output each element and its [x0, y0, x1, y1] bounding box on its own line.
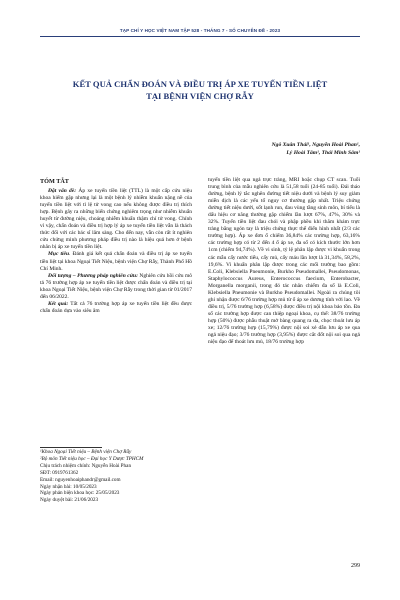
footnote-reviewed: Ngày phản biện khoa học: 25/05/2023	[40, 490, 120, 497]
footnote-phone: SĐT: 0919761362	[40, 469, 79, 476]
intro-paragraph	[40, 188, 192, 251]
methods-paragraph	[40, 273, 192, 301]
right-column	[208, 177, 360, 346]
results-paragraph	[40, 301, 192, 315]
title-line-1: KẾT QUẢ CHẨN ĐOÁN VÀ ĐIỀU TRỊ ÁP XE TUYẾN TIỀN LIỆT	[72, 79, 328, 89]
aim-label: Mục tiêu	[48, 251, 70, 258]
results-text: Tất cả 76 trường hợp áp xe tuyến tiền liệt đều được chẩn đoán dựa vào siêu âm	[40, 300, 193, 314]
footnote-email: Email: nguyenhoaiphandr@gmail.com	[40, 476, 121, 483]
article-title	[40, 79, 360, 102]
methods-text: Nghiên cứu hồi cứu mô tả 76 trường hợp áp xe tuyến tiền liệt được chẩn đoán và điều trị tại khoa Ngoại Tiết Niệu, bệnh viện Chợ Rẫy trong thời gian từ 01/2017 đến 06/2022.	[40, 272, 193, 300]
intro-text: Áp xe tuyến tiền liệt (TTL) là một cấp cứu niệu khoa hiếm gặp nhưng lại là một bệnh lý nhiễm khuẩn nặng nề của tuyến tiền liệt với tỉ lệ tử vong cao nếu không được điều trị thích hợp. Bệnh gây ra những biến chứng nghiêm trọng như nhiễm khuẩn huyết từ đường niệu, choáng nhiễm khuẩn thậm chí tử vong. Chính vì vậy, chẩn đoán và điều trị hợp lý áp xe tuyến tiền liệt vẫn là thách thức đối với các bác sĩ lâm sàng. Cho đến nay, vẫn còn rất ít nghiên cứu chứng minh phương pháp điều trị nào là hiệu quả hơn ở bệnh nhân bị áp xe tuyến tiền liệt.	[40, 188, 192, 251]
footnote-accepted: Ngày duyệt bài: 21/06/2023	[40, 497, 99, 504]
footnote-rule	[40, 447, 102, 448]
intro-label: Đặt vấn đề:	[48, 188, 77, 195]
methods-label: Đối tượng – Phương pháp nghiên cứu:	[48, 272, 138, 279]
aim-text: . Đánh giá kết quả chẩn đoán và điều trị áp xe tuyến tiền liệt tại khoa Ngoại Tiết Niệu, bệnh viện Chợ Rẫy, Thành Phố Hồ Chí Minh.	[40, 251, 193, 272]
authors-line-1: Ngô Xuân Thái¹, Nguyễn Hoài Phan¹,	[271, 142, 360, 148]
footnote-affiliation-1: ¹Khoa Ngoại Tiết niệu – Bệnh viện Chợ Rẫy	[40, 449, 132, 455]
author-list	[272, 141, 360, 157]
page-number: 299	[351, 563, 360, 569]
summary-heading: TÓM TẮT	[40, 178, 69, 185]
aim-paragraph	[40, 251, 192, 272]
footnotes	[40, 449, 192, 504]
title-line-2: TẠI BỆNH VIỆN CHỢ RẪY	[146, 90, 254, 101]
footnote-received: Ngày nhận bài: 10/05/2023	[40, 483, 97, 490]
left-column	[40, 178, 192, 315]
footnote-affiliation-2: ²Bộ môn Tiết niệu học – Đại học Y Dược TPHCM	[40, 455, 144, 462]
header-rule	[40, 36, 360, 37]
results-label: Kết quả:	[48, 300, 69, 307]
footnote-corresponding: Chịu trách nhiệm chính: Nguyễn Hoài Phan	[40, 462, 132, 469]
results-continued: tuyến tiền liệt qua ngả trực tràng, MRI hoặc chụp CT scan. Tuổi trung bình của mẫu nghiên cứu là 51,58 tuổi (24-85 tuổi). Đái tháo đường, bệnh lý tắc nghẽn đường tiết niệu dưới và bệnh lý suy giảm miễn dịch là các yếu tố nguy cơ thường gặp nhất. Triệu chứng đường tiết niệu dưới, sốt lạnh run, đau vùng tầng sinh môn, bí tiểu là dấu hiệu cơ năng thường gặp chiếm lần lượt 67%, 47%, 30% và 32%. Tuyến tiền liệt đau chói và phập phều khi thăm khám trực tràng bằng ngón tay là triệu chứng thực thể điển hình nhất (2/3 các trường hợp). Áp xe đơn ổ chiếm 36,84% các trường hợp, 63,16% các trường hợp có từ 2 đến 4 ổ áp xe, đa số có kích thước lớn hơn 1cm (chiếm 94,74%). Về vi sinh, tỷ lệ phân lập được vi khuẩn trong các mẫu cấy nước tiểu, cấy mủ, cấy máu lần lượt là 31,34%, 58,2%, 19,6%. Vi khuẩn phân lập được trong các mối trường bao gồm: E.Coli, Klebsiella Pneumonie, Burkho Pseudomallei, Pseudomonas, Staphylococcus Aureus, Enterococcus faecium, Enterobacter, Morganella morganii, trong đó tác nhân chiếm đa số là E.Coli, Klebsiella Pneumonie và Burkho Pseudomallei. Ngoài ra chúng tôi ghi nhận được 6/76 trường hợp mủ từ ổ áp xe dương tính với lao. Về điều trị, 5/76 trường hợp (6,58%) được điều trị nội khoa bảo tồn. Đa số các trường hợp được can thiệp ngoại khoa, cụ thể: 38/76 trường hợp (50%) được phẫu thuật mở bàng quang ra da, chọc thoát lưu áp xe; 12/76 trường hợp (15,79%) được nội soi xẻ dẫn lưu áp xe qua ngả niệu đạo; 3/76 trường hợp (3,95%) được cắt đốt nội soi qua ngả niệu đạo để thoát lưu mủ, 18/76 trường hợp	[208, 177, 360, 346]
authors-line-2: Lý Hoài Tâm¹, Thái Minh Sâm¹	[286, 150, 360, 156]
journal-header: TẠP CHÍ Y HỌC VIỆT NAM TẬP 528 - THÁNG 7 - SỐ CHUYÊN ĐỀ - 2023	[119, 28, 281, 33]
